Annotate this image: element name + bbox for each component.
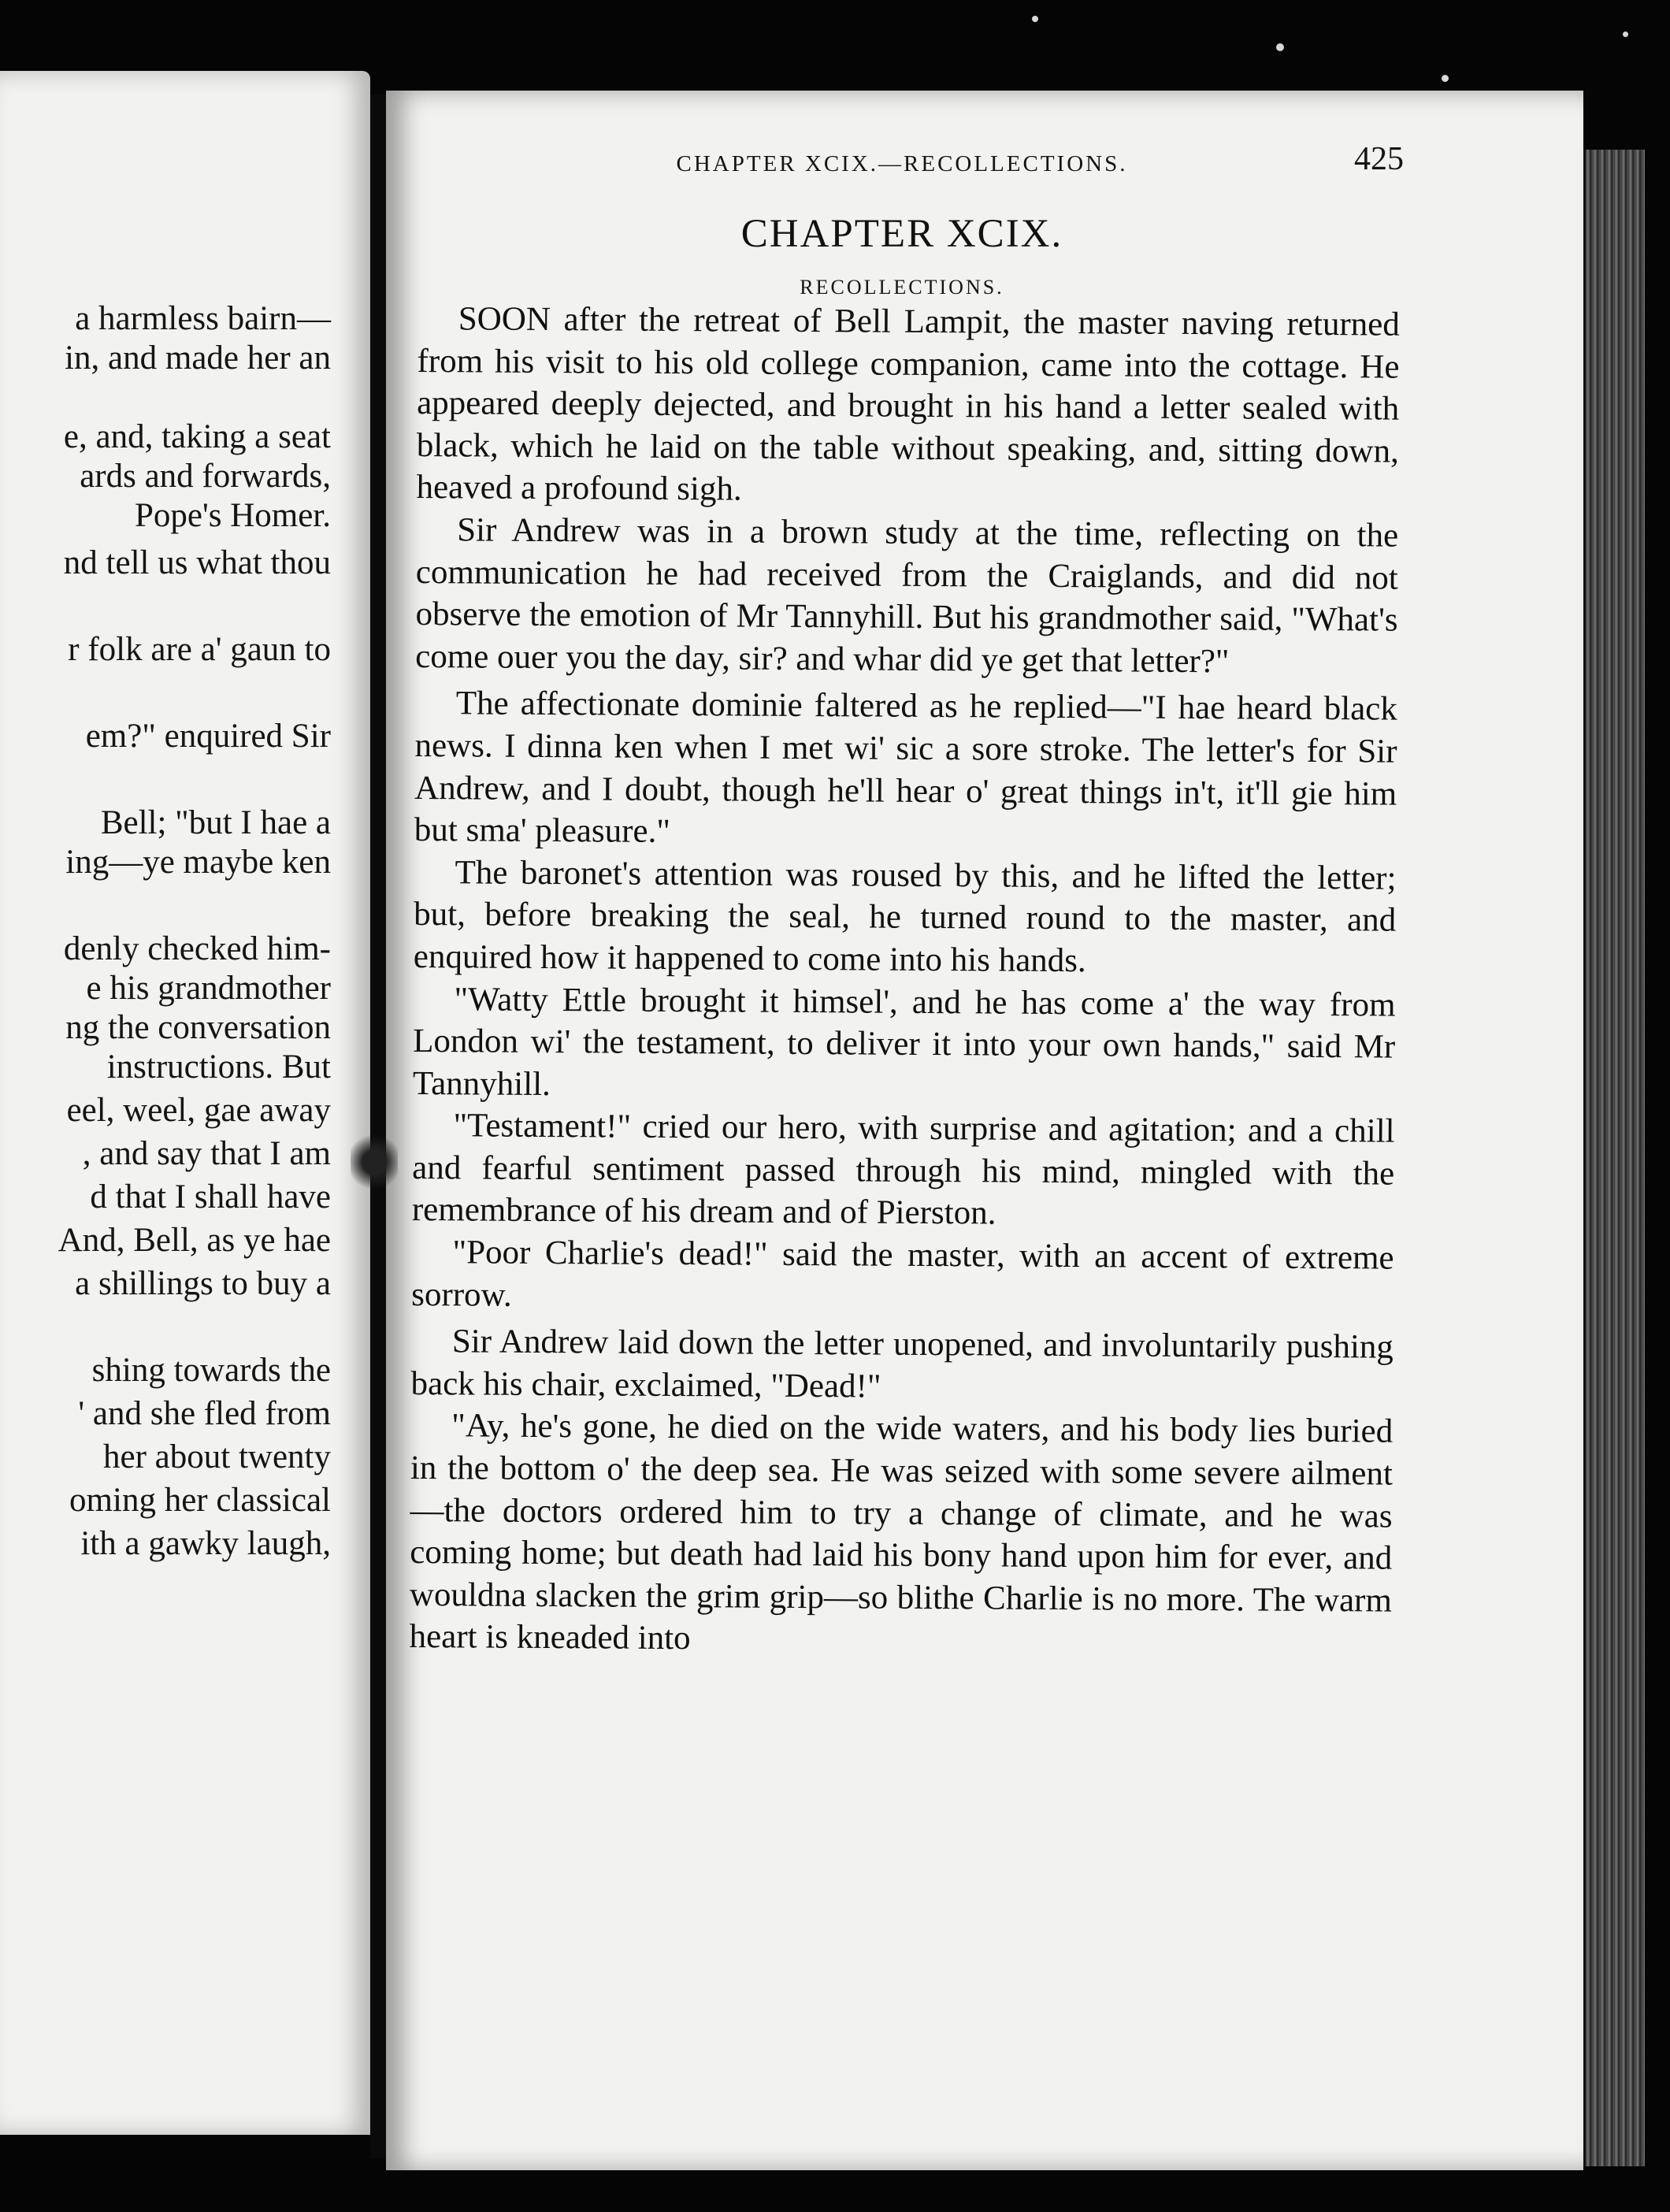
left-page-line: e his grandmother bbox=[86, 970, 331, 1007]
left-page-line: her about twenty bbox=[103, 1438, 331, 1475]
left-page-line: Pope's Homer. bbox=[134, 497, 331, 534]
page-number: 425 bbox=[1354, 141, 1404, 177]
left-page-line: ith a gawky laugh, bbox=[80, 1525, 331, 1562]
left-page-line: e, and, taking a seat bbox=[63, 418, 331, 455]
left-page-line: r folk are a' gaun to bbox=[68, 631, 331, 668]
left-page bbox=[0, 71, 370, 2135]
paragraph: The baronet's attention was roused by this, and he lifted the letter; but, before breaking the seal, he turned round to the master, and enquired how it happened to come into his hands. bbox=[413, 854, 1397, 980]
left-page-line: instructions. But bbox=[106, 1048, 331, 1086]
left-page-line: ing—ye maybe ken bbox=[65, 844, 331, 881]
scan-speck bbox=[1032, 16, 1038, 22]
paragraph: "Ay, he's gone, he died on the wide waters, and his body lies buried in the bottom o' the deep sea. He was seized with some severe ailment—the doctors ordered him to try a change of climate, and he was coming home; but death had laid his bony hand upon him for ever, and wouldna slacken the grim grip—so blithe Charlie is no more. The warm heart is kneaded into bbox=[409, 1407, 1394, 1657]
left-page-line: nd tell us what thou bbox=[63, 544, 331, 581]
scan-speck bbox=[1623, 32, 1628, 37]
left-page-line: Bell; "but I hae a bbox=[100, 804, 331, 841]
left-page-line: denly checked him- bbox=[63, 930, 331, 967]
paragraph: The affectionate dominie faltered as he replied—"I hae heard black news. I dinna ken when I met wi' sic a sore stroke. The letter's for Sir Andrew, and I doubt, though he'll hear o' great things in't, it'll gie him but sma' pleasure." bbox=[414, 685, 1397, 851]
chapter-body bbox=[409, 298, 1400, 1665]
left-page-line: , and say that I am bbox=[82, 1135, 331, 1172]
left-page-line: a shillings to buy a bbox=[75, 1265, 331, 1302]
binding-smudge bbox=[351, 1130, 398, 1193]
left-page-line: shing towards the bbox=[91, 1352, 331, 1389]
left-page-line: ards and forwards, bbox=[80, 458, 331, 495]
left-page-line: ng the conversation bbox=[65, 1009, 331, 1046]
page-fore-edge bbox=[1583, 150, 1645, 2166]
left-page-line: ' and she fled from bbox=[78, 1395, 331, 1432]
left-page-line: a harmless bairn— bbox=[75, 300, 331, 337]
left-page-line: eel, weel, gae away bbox=[66, 1092, 331, 1129]
paragraph: "Poor Charlie's dead!" said the master, with an accent of extreme sorrow. bbox=[411, 1234, 1394, 1314]
running-head: CHAPTER XCIX.—RECOLLECTIONS. bbox=[676, 151, 1128, 176]
paragraph: Sir Andrew was in a brown study at the time, reflecting on the communication he had received from the Craiglands, and did not observe the emotion of Mr Tannyhill. But his grandmother said, "What's come ouer you the day, sir? and whar did ye get that letter?" bbox=[415, 511, 1399, 681]
scan-speck bbox=[1276, 43, 1284, 51]
left-page-line: And, Bell, as ye hae bbox=[58, 1222, 331, 1259]
paragraph: "Watty Ettle brought it himsel', and he has come a' the way from London wi' the testament, to deliver it into your own hands," said Mr Tannyhill. bbox=[412, 980, 1396, 1103]
left-page-line: em?" enquired Sir bbox=[85, 718, 331, 755]
chapter-subtitle: RECOLLECTIONS. bbox=[800, 276, 1004, 299]
chapter-title: CHAPTER XCIX. bbox=[740, 212, 1063, 256]
paragraph: "Testament!" cried our hero, with surprise and agitation; and a chill and fearful sentiment passed through his mind, mingled with the remembrance of his dream and of Pierston. bbox=[411, 1107, 1395, 1232]
paragraph: Sir Andrew laid down the letter unopened, and involuntarily pushing back his chair, exclaimed, "Dead!" bbox=[410, 1323, 1394, 1405]
left-page-line: oming her classical bbox=[69, 1482, 331, 1519]
left-page-line: d that I shall have bbox=[90, 1178, 331, 1215]
paragraph: SOON after the retreat of Bell Lampit, the master naving returned from his visit to his old college companion, came into the cottage. He appeared deeply dejected, and brought in his hand a letter sealed with black, which he laid on the table without speaking, and, sitting down, heaved a profound sigh. bbox=[416, 300, 1400, 508]
left-page-line: in, and made her an bbox=[65, 340, 331, 377]
scan-speck bbox=[1442, 75, 1449, 82]
